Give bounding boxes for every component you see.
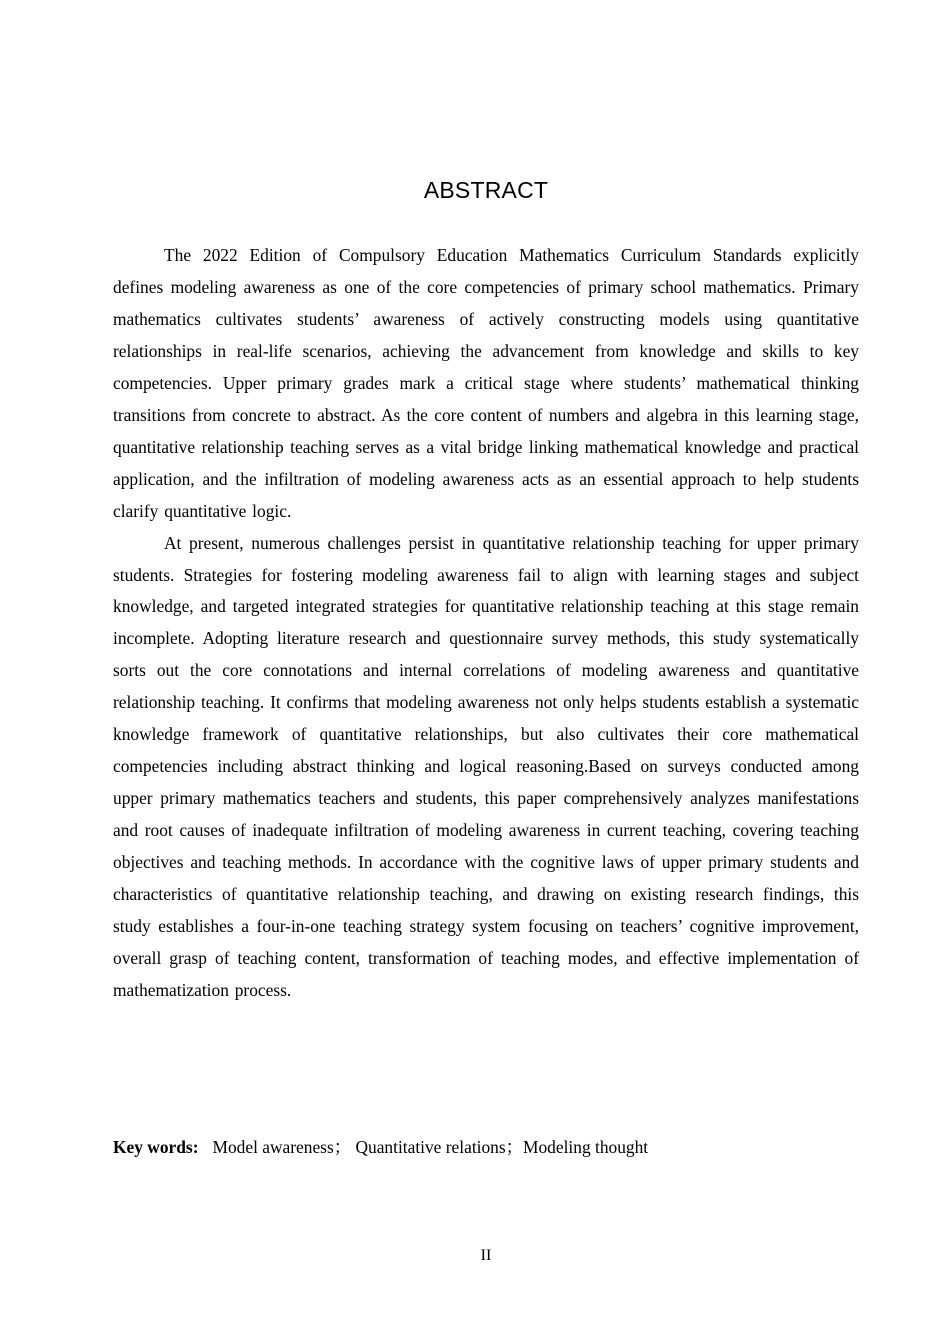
keywords-line <box>113 1132 859 1162</box>
keywords-text: Model awareness； Quantitative relations；Modeling thought <box>212 1137 649 1157</box>
keywords-label: Key words: <box>113 1137 199 1157</box>
abstract-body <box>113 240 859 1007</box>
page-number: II <box>480 1247 492 1264</box>
abstract-paragraph-1: The 2022 Edition of Compulsory Education Mathematics Curriculum Standards explicitly defines modeling awareness as one of the core competencies of primary school mathematics. Primary mathematics cultivates students’ awareness of actively constructing models using quantitative relationships in real-life scenarios, achieving the advancement from knowledge and skills to key competencies. Upper primary grades mark a critical stage where students’ mathematical thinking transitions from concrete to abstract. As the core content of numbers and algebra in this learning stage, quantitative relationship teaching serves as a vital bridge linking mathematical knowledge and practical application, and the infiltration of modeling awareness acts as an essential approach to help students clarify quantitative logic. <box>113 245 859 521</box>
abstract-paragraph-2: At present, numerous challenges persist in quantitative relationship teaching for upper primary students. Strategies for fostering modeling awareness fail to align with learning stages and subject knowledge, and targeted integrated strategies for quantitative relationship teaching at this stage remain incomplete. Adopting literature research and questionnaire survey methods, this study systematically sorts out the core connotations and internal correlations of modeling awareness and quantitative relationship teaching. It confirms that modeling awareness not only helps students establish a systematic knowledge framework of quantitative relationships, but also cultivates their core mathematical competencies including abstract thinking and logical reasoning.Based on surveys conducted among upper primary mathematics teachers and students, this paper comprehensively analyzes manifestations and root causes of inadequate infiltration of modeling awareness in current teaching, covering teaching objectives and teaching methods. In accordance with the cognitive laws of upper primary students and characteristics of quantitative relationship teaching, and drawing on existing research findings, this study establishes a four-in-one teaching strategy system focusing on teachers’ cognitive improvement, overall grasp of teaching content, transformation of teaching modes, and effective implementation of mathematization process. <box>113 532 859 1000</box>
abstract-title: ABSTRACT <box>423 177 549 203</box>
